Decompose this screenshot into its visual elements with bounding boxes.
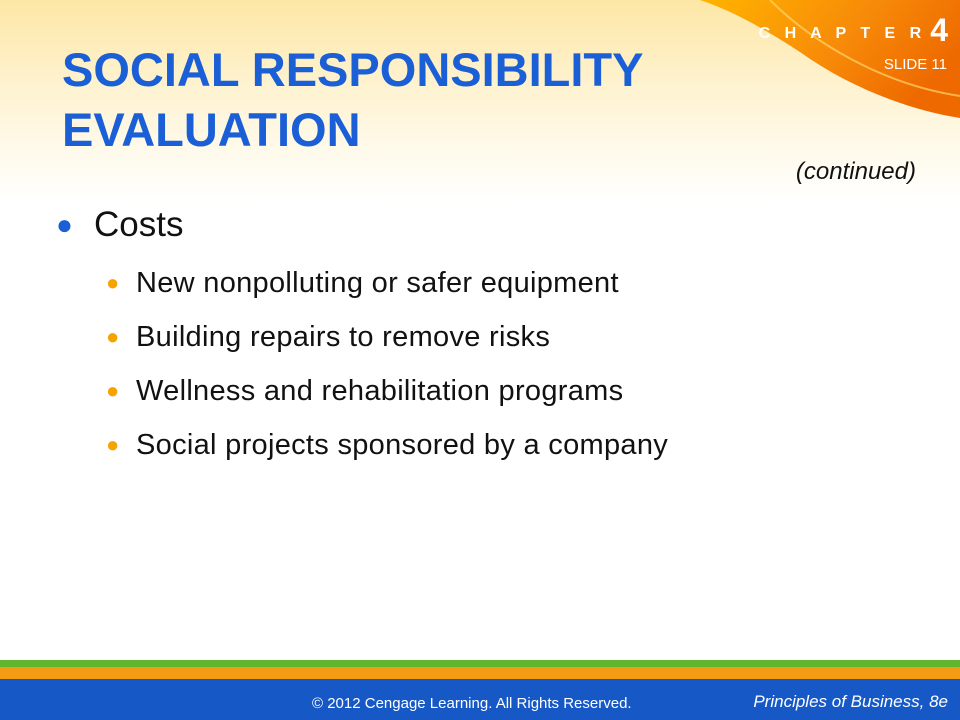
footer-stripe-green [0, 660, 960, 667]
sub-bullet-text: Wellness and rehabilitation programs [136, 374, 624, 407]
continued-note: (continued) [795, 158, 916, 185]
title-line-2: EVALUATION [62, 103, 361, 156]
chapter-label: C H A P T E R [758, 25, 927, 42]
slide-number: SLIDE 11 [883, 56, 947, 73]
title-line-1: SOCIAL RESPONSIBILITY [62, 43, 644, 96]
chapter-indicator [759, 12, 948, 49]
sub-bullet-text: Building repairs to remove risks [136, 320, 551, 353]
sub-bullet-item [106, 364, 916, 418]
footer-stripe-orange [0, 667, 960, 679]
sub-bullet-item [106, 256, 916, 310]
bullet-dot-icon: ● [106, 378, 120, 403]
chapter-number: 4 [930, 12, 948, 48]
book-title: Principles of Business, 8e [753, 692, 948, 711]
bullet-dot-icon: ● [106, 432, 120, 457]
bullet-dot-icon: ● [106, 324, 120, 349]
sub-bullet-list [56, 256, 916, 472]
bullet-dot-icon: ● [106, 270, 120, 295]
main-bullet-text: Costs [94, 205, 184, 244]
sub-bullet-item [106, 418, 916, 472]
sub-bullet-text: Social projects sponsored by a company [136, 428, 669, 461]
bullet-list [56, 200, 916, 472]
copyright-text: © 2012 Cengage Learning. All Rights Reserved. [312, 695, 632, 712]
sub-bullet-text: New nonpolluting or safer equipment [136, 266, 619, 299]
slide-title [62, 40, 782, 160]
main-bullet [56, 200, 916, 472]
bullet-dot-icon: ● [56, 209, 73, 240]
sub-bullet-item [106, 310, 916, 364]
